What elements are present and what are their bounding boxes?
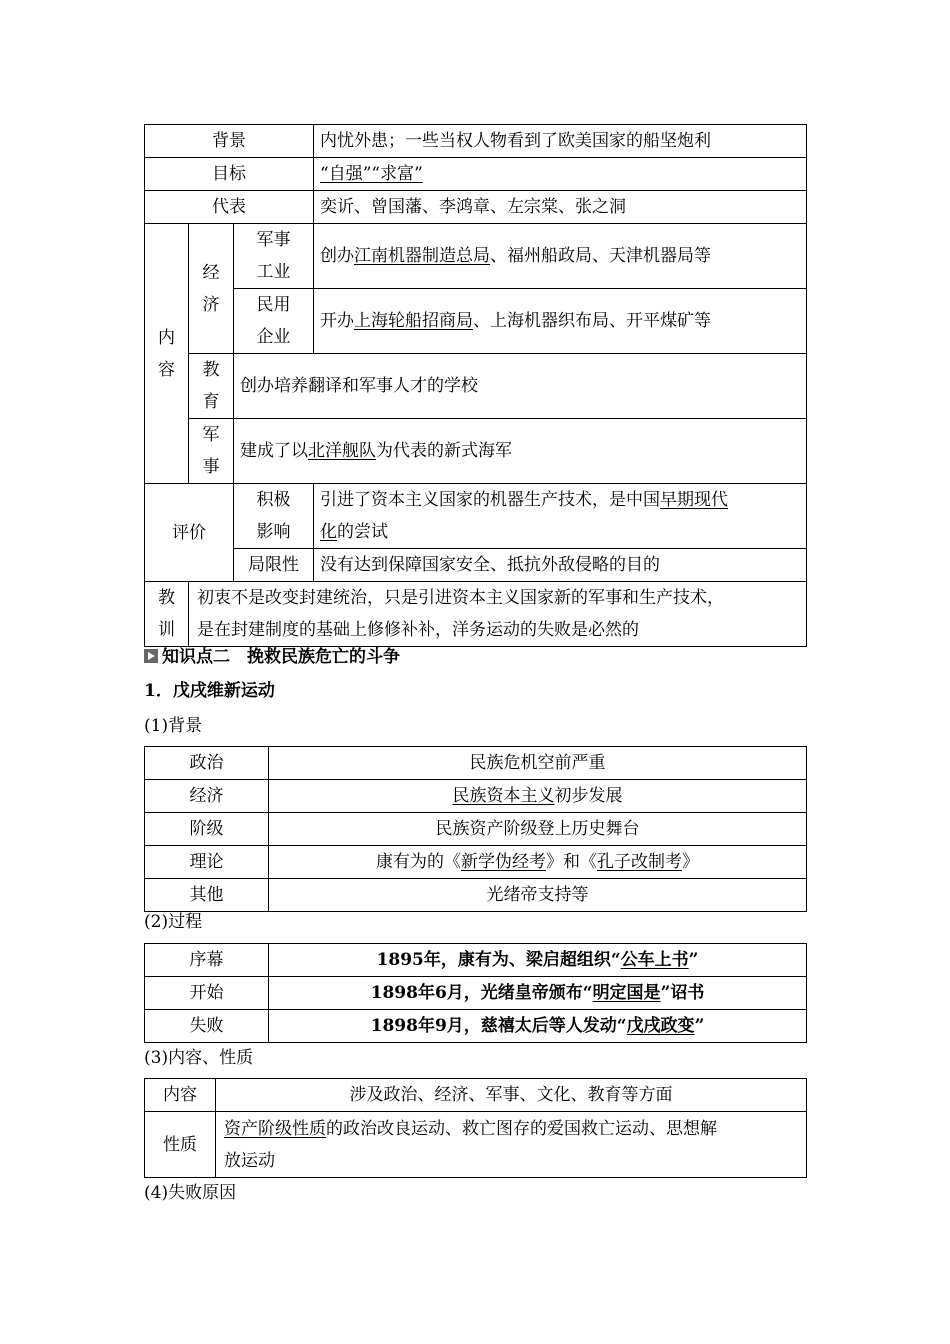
military-label: 军 事 <box>189 419 234 484</box>
sub-heading-process: (2)过程 <box>144 912 203 932</box>
content-label: 内容 <box>145 1079 216 1112</box>
row-value: 1895年，康有为、梁启超组织“公车上书” <box>269 944 807 977</box>
row-label: 其他 <box>145 879 269 912</box>
sub-heading-background: (1)背景 <box>144 716 203 736</box>
nature-label: 性质 <box>145 1112 216 1178</box>
eval-label: 评价 <box>145 484 234 582</box>
row-label: 经济 <box>145 780 269 813</box>
row-label: 序幕 <box>145 944 269 977</box>
process-table <box>144 943 807 1043</box>
limit-value: 没有达到保障国家安全、抵抗外敌侵略的目的 <box>314 549 807 582</box>
row-label: 开始 <box>145 977 269 1010</box>
content-nature-table <box>144 1078 807 1178</box>
sub-heading-content: (3)内容、性质 <box>144 1048 254 1068</box>
nature-value: 资产阶级性质的政治改良运动、救亡图存的爱国救亡运动、思想解 放运动 <box>216 1112 807 1178</box>
civil-label: 民用 企业 <box>234 289 314 354</box>
rep-label: 代表 <box>145 191 314 224</box>
military-value: 建成了以北洋舰队为代表的新式海军 <box>234 419 807 484</box>
row-label: 阶级 <box>145 813 269 846</box>
positive-label: 积极 影响 <box>234 484 314 549</box>
row-label: 政治 <box>145 747 269 780</box>
bg-label: 背景 <box>145 125 314 158</box>
row-value: 康有为的《新学伪经考》和《孔子改制考》 <box>269 846 807 879</box>
row-value: 1898年9月，慈禧太后等人发动“戊戌政变” <box>269 1010 807 1043</box>
goal-label: 目标 <box>145 158 314 191</box>
row-label: 理论 <box>145 846 269 879</box>
row-value: 光绪帝支持等 <box>269 879 807 912</box>
play-triangle-icon <box>144 649 158 663</box>
row-value: 民族资产阶级登上历史舞台 <box>269 813 807 846</box>
limit-label: 局限性 <box>234 549 314 582</box>
goal-value: “自强”“求富” <box>314 158 807 191</box>
mil-industry-value: 创办江南机器制造总局、福州船政局、天津机器局等 <box>314 224 807 289</box>
row-value: 民族危机空前严重 <box>269 747 807 780</box>
mil-industry-label: 军事 工业 <box>234 224 314 289</box>
background-table <box>144 746 807 912</box>
rep-value: 奕䜣、曾国藩、李鸿章、左宗棠、张之洞 <box>314 191 807 224</box>
sub-heading-failure: (4)失败原因 <box>144 1183 237 1203</box>
row-value: 民族资本主义初步发展 <box>269 780 807 813</box>
positive-value: 引进了资本主义国家的机器生产技术，是中国早期现代 化的尝试 <box>314 484 807 549</box>
edu-label: 教 育 <box>189 354 234 419</box>
westernization-table <box>144 124 807 647</box>
item-heading: 1．戊戌维新运动 <box>144 681 275 701</box>
econ-label: 经 济 <box>189 224 234 354</box>
edu-value: 创办培养翻译和军事人才的学校 <box>234 354 807 419</box>
row-value: 1898年6月，光绪皇帝颁布“明定国是”诏书 <box>269 977 807 1010</box>
content-label: 内 容 <box>145 224 189 484</box>
section-title: 知识点二 挽救民族危亡的斗争 <box>144 645 400 669</box>
lesson-label: 教 训 <box>145 582 189 647</box>
content-value: 涉及政治、经济、军事、文化、教育等方面 <box>216 1079 807 1112</box>
lesson-value: 初衷不是改变封建统治，只是引进资本主义国家新的军事和生产技术， 是在封建制度的基础上修修补补，洋务运动的失败是必然的 <box>189 582 807 647</box>
civil-value: 开办上海轮船招商局、上海机器织布局、开平煤矿等 <box>314 289 807 354</box>
bg-value: 内忧外患；一些当权人物看到了欧美国家的船坚炮利 <box>314 125 807 158</box>
row-label: 失败 <box>145 1010 269 1043</box>
